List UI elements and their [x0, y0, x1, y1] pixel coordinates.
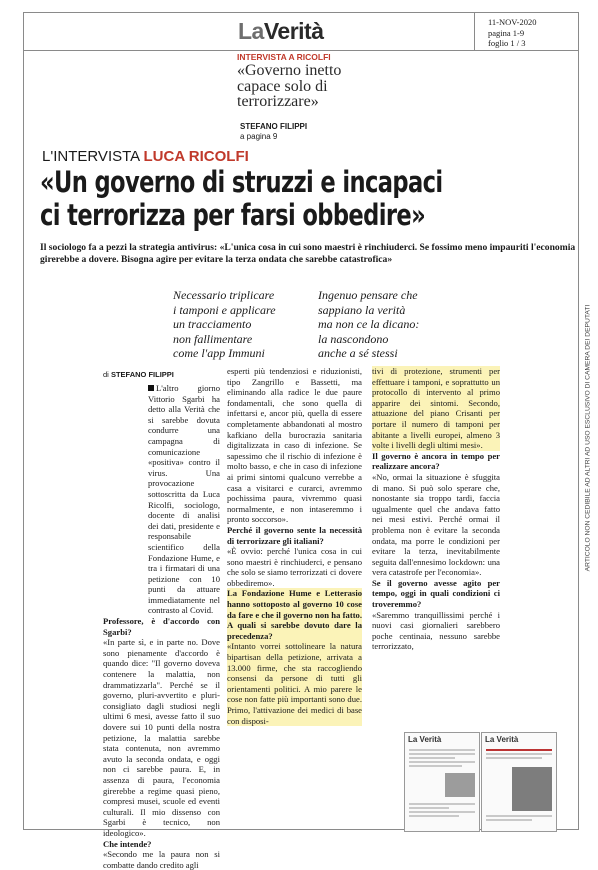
- pull-left-line: non fallimentare: [173, 331, 253, 346]
- byline-prefix: di: [103, 370, 109, 379]
- pull-left-line: come l'app Immuni: [173, 346, 265, 360]
- c1-question: Che intende?: [103, 838, 152, 849]
- c3-question: Se il governo avesse agito per tempo, oggi in quali condizioni ci troveremmo?: [372, 577, 500, 610]
- clip-pages: pagina 1-9: [488, 27, 525, 38]
- thumbnail-1-text-lines-bottom: [409, 803, 475, 819]
- c1-paragraph: «Secondo me la paura non si combatte dando credito agli: [103, 849, 220, 870]
- pull-right-line: anche a sé stessi: [318, 346, 398, 360]
- headline-line-2: ci terrorizza per farsi obbedire»: [40, 198, 426, 232]
- column-2: [227, 366, 362, 726]
- clip-date: 11-NOV-2020: [488, 17, 537, 27]
- c2-paragraph: esperti più tendenziosi e riduzionisti, tipo Zangrillo e Bassetti, ma eliminando alla radice le due paure fondamentali, che sono quella di infettarsi e, ancor più, quella di essere completamente abbandonati al mostro kafkiano della burocrazia sanitaria digitalizzata in caso di infezione. Se sapessimo che il rischio di infezione è molto basso, e che in caso di infezione ai primi sintomi qualcuno verrebbe a casa a visitarci e curarci, avremmo pochissima paura, vivremmo quasi normalmente, e non intaseremmo i pronto soccorso».: [227, 366, 362, 525]
- teaser-author: STEFANO FILIPPI: [240, 122, 308, 131]
- side-notice-text: ARTICOLO NON CEDIBILE AD ALTRI AD USO ESCLUSIVO DI CAMERA DEI DEPUTATI: [584, 304, 592, 572]
- thumbnail-front-page: [404, 732, 480, 832]
- header-meta-divider: [474, 12, 475, 50]
- c3-paragraph: «No, ormai la situazione è sfuggita di mano. Si può solo sperare che, nonostante sia troppo tardi, faccia ugualmente quel che andava fatto nei mesi estivi. Perché ormai il problema non è evitare la seconda ondata, ma porre le condizioni per evitare la terza, inevitabilmente seguita dall'ennesimo lockdown: una vera catastrofe per l'economia».: [372, 471, 500, 578]
- thumbnail-1-photo: [445, 773, 475, 797]
- byline-name: STEFANO FILIPPI: [110, 370, 174, 379]
- c2-question-highlighted: La Fondazione Hume e Letterasio hanno sottoposto al governo 10 cose da fare e che il governo non ha fatto. A quali si sarebbe dovuto dare la precedenza?: [227, 588, 362, 641]
- c3-question: Il governo è ancora in tempo per realizzare ancora?: [372, 450, 500, 472]
- masthead-la: La: [238, 18, 264, 44]
- pull-left-line: Necessario triplicare: [173, 288, 275, 302]
- headline-line-1: «Un governo di struzzi e incapaci: [40, 165, 443, 199]
- header-divider: [23, 50, 579, 51]
- article-subhead: Il sociologo fa a pezzi la strategia antivirus: «L'unica cosa in cui sono maestri è rinchiuderci. Se fossimo meno impauriti l'economia girerebbe a dovere. Bisogna agire per evitare la terza ondata che sarebbe catastrofica»: [40, 242, 576, 265]
- teaser-title: «Governo inetto capace solo di terrorizzare»: [237, 62, 342, 110]
- paragraph-marker-icon: [148, 385, 154, 391]
- c2-paragraph: «È ovvio: perché l'unica cosa in cui sono maestri è rinchiuderci, e pensano che solo se siamo terrorizzati ci dovere obbediremo».: [227, 546, 362, 588]
- pull-left-line: i tamponi e applicare: [173, 302, 276, 317]
- c1-paragraph: «In parte sì, e in parte no. Dove sono pienamente d'accordo è quando dice: "Il governo doveva contenere la malattia, non drammatizzarla". Perché se il governo, pluri-avvertito e pluri-consigliato dagli studiosi negli ultimi 6 mesi, avesse fatto il suo dovere sui 10 punti della nostra petizione, la malattia sarebbe stata contenuta, non avremmo avuto la seconda ondata, e oggi non ci sarebbe paura. E, in assenza di paura, l'economia girerebbe a regime quasi pieno, compresi musei, scuole ed eventi culturali. Il mio dissenso con Sgarbi è tecnico, non ideologico».: [103, 637, 220, 838]
- pull-right-line: sappiano la verità: [318, 302, 406, 317]
- c3-paragraph: «Saremmo tranquillissimi perché i nuovi casi giornalieri sarebbero poche centinaia, nessuno sarebbe terrorizzato,: [372, 609, 500, 652]
- pull-right-line: Ingenuo pensare che: [318, 288, 418, 302]
- c1-paragraph: [103, 383, 220, 616]
- pull-right-line: ma non ce la dicano:: [318, 317, 420, 331]
- thumbnail-2-photo: [512, 767, 552, 811]
- clipping-meta: [488, 17, 536, 49]
- pull-quote-left: [173, 288, 276, 361]
- thumbnail-2-text-lines-bottom: [486, 815, 552, 823]
- article-kicker: [42, 148, 249, 165]
- c1-question: Professore, è d'accordo con Sgarbi?: [103, 616, 220, 637]
- masthead: [238, 18, 324, 45]
- article-headline: [40, 166, 461, 232]
- c2-paragraph-highlighted: «Intanto vorrei sottolineare la natura bipartisan della petizione, arrivata a 13.000 firme, che sta raccogliendo consensi da persone di tutti gli orientamenti politici. A mio parere le cose non fatte più importanti sono due. Primo, l'attivazione dei medici di base con disposi-: [227, 641, 362, 726]
- column-1: [103, 383, 220, 870]
- thumbnail-1-text-lines: [409, 749, 475, 769]
- clip-sheet: foglio 1 / 3: [488, 38, 526, 48]
- side-notice: [583, 268, 593, 608]
- thumbnail-2-masthead: La Verità: [485, 735, 519, 744]
- thumbnail-inner-page: [481, 732, 557, 832]
- c1-p1-text: L'altro giorno Vittorio Sgarbi ha detto alla Verità che si sarebbe dovuta condurre una campagna di comunicazione «positiva» contro il virus. Una provocazione sottoscritta da Luca Ricolfi, sociologo, docente di analisi dei dati, presidente e responsabile scientifico della Fondazione Hume, e tra i firmatari di una petizione con 10 punti da attuare immediatamente nel contrasto al Covid.: [148, 383, 220, 616]
- column-3: [372, 366, 500, 652]
- c2-question: Perché il governo sente la necessità di terrorizzare gli italiani?: [227, 524, 362, 546]
- thumbnail-1-masthead: La Verità: [408, 735, 442, 744]
- kicker-prefix: L'INTERVISTA: [42, 148, 140, 165]
- teaser-page-ref: a pagina 9: [240, 132, 278, 141]
- pull-left-line: un tracciamento: [173, 317, 252, 331]
- kicker-name: LUCA RICOLFI: [143, 148, 249, 165]
- thumbnail-2-text-lines: [486, 749, 552, 761]
- pull-quote-right: [318, 288, 419, 361]
- pull-right-line: la nascondono: [318, 331, 389, 346]
- byline: [103, 370, 174, 379]
- teaser-kicker: INTERVISTA A RICOLFI: [237, 52, 331, 62]
- c3-paragraph-highlighted: tivi di protezione, strumenti per effettuare i tamponi, e soprattutto un protocollo di intervento al primo apparire dei sintomi. Secondo, attuazione del piano Crisanti per portare il numero di tamponi per abitante a livelli europei, almeno 3 volte i livelli degli ultimi mesi».: [372, 366, 500, 451]
- masthead-name: Verità: [263, 18, 324, 44]
